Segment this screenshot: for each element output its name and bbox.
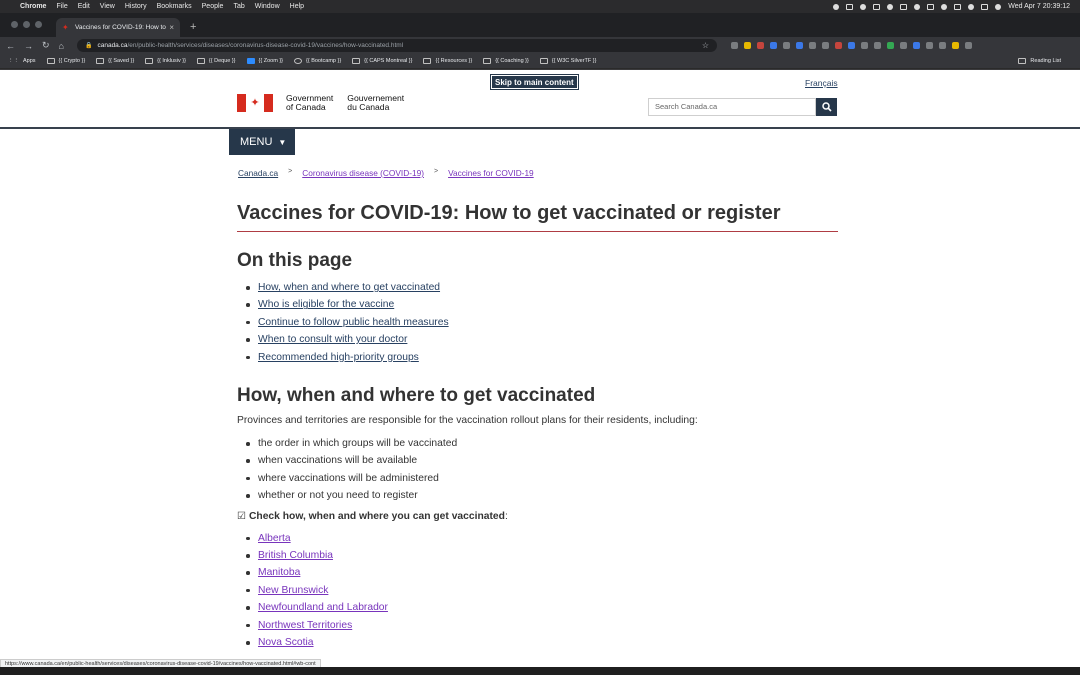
list-item: whether or not you need to register [246,487,838,504]
list-item: when vaccinations will be available [246,452,838,469]
status-icon[interactable] [900,4,907,10]
list-item [246,296,838,313]
bookmark-label: {{ Deque }} [208,58,236,64]
apps-grid-icon: ⋮⋮ [8,58,19,64]
province-link[interactable]: Manitoba [258,567,301,579]
list-item [246,564,838,581]
extension-icon[interactable] [913,42,920,49]
wifi-icon[interactable] [941,4,947,10]
province-links-list [237,530,838,652]
menubar-people[interactable]: People [201,3,224,10]
more-menu-icon[interactable] [965,42,972,49]
gov-en-wordmark [286,94,333,112]
tab-title: Vaccines for COVID-19: How to [75,24,166,31]
bookmark-folder[interactable] [483,58,529,64]
close-window-button[interactable] [11,21,18,28]
maple-leaf-favicon-icon: ✦ [62,22,69,32]
bookmark-folder[interactable] [47,58,86,64]
bookmark-label: {{ Inklusiv }} [157,58,186,64]
extension-icon[interactable] [874,42,881,49]
status-icon[interactable] [833,4,839,10]
address-path: /en/public-health/services/diseases/coronavirus-disease-covid-19/vaccines/how-vaccinated.html [127,42,404,49]
extension-icon[interactable] [809,42,816,49]
toc-link[interactable]: When to consult with your doctor [258,334,408,346]
minimize-window-button[interactable] [23,21,30,28]
menu-button[interactable] [229,129,295,155]
menubar-status-area [833,3,1070,10]
bookmark-star-icon[interactable]: ☆ [701,41,709,50]
bookmark-label: {{ CAPS Montreal }} [364,58,413,64]
extension-icon[interactable] [783,42,790,49]
bookmark-label: {{ Zoom }} [258,58,283,64]
bookmark-label: {{ Crypto }} [58,58,86,64]
extension-icon[interactable] [900,42,907,49]
intro-paragraph: Provinces and territories are responsible for the vaccination rollout plans for their residents, including: [237,415,698,427]
reading-list-icon [1018,58,1026,64]
bookmark-label: {{ Saved }} [108,58,135,64]
skip-to-main-link[interactable]: Skip to main content [491,75,578,89]
bookmark-folder[interactable] [96,58,134,64]
list-item [246,331,838,348]
extension-icon[interactable] [926,42,933,49]
menu-label: MENU [240,136,273,148]
province-link[interactable]: British Columbia [258,550,333,562]
toc-link[interactable]: Continue to follow public health measures [258,316,449,328]
gov-fr-line: Gouvernement [347,93,405,103]
list-item [246,582,838,599]
menubar-tab[interactable]: Tab [233,3,245,10]
site-search [648,98,837,116]
gov-en-line: Government [286,93,334,103]
lock-icon[interactable]: 🔒 [84,43,93,49]
list-item [246,617,838,634]
gov-en-line: of Canada [286,102,326,112]
bookmark-label: Apps [23,58,36,64]
list-item: where vaccinations will be administered [246,470,838,487]
window-controls [0,21,42,37]
check-suffix: : [504,510,508,522]
check-callout [237,510,838,524]
menubar-file[interactable]: File [56,3,68,10]
menubar-help[interactable]: Help [289,3,305,10]
status-icon[interactable] [860,4,866,10]
extension-icon[interactable] [861,42,868,49]
close-tab-icon[interactable]: × [169,23,174,32]
extension-icon[interactable] [887,42,894,49]
bookmark-folder[interactable] [540,58,597,64]
bookmark-label: {{ Resources }} [435,58,473,64]
folder-icon [145,58,153,64]
section-heading: How, when and where to get vaccinated [237,385,596,407]
control-center-icon[interactable] [981,4,988,10]
zoom-window-button[interactable] [35,21,42,28]
menubar-datetime[interactable]: Wed Apr 7 20:39:12 [1008,3,1070,10]
bookmark-folder[interactable] [423,58,472,64]
extension-icon[interactable] [822,42,829,49]
toc-link[interactable]: Recommended high-priority groups [258,351,419,363]
globe-icon [294,58,302,64]
bookmark-label: {{ W3C SilverTF }} [551,58,597,64]
government-of-canada-logo[interactable] [237,94,418,112]
menubar-edit[interactable]: Edit [77,3,90,10]
page-title: Vaccines for COVID-19: How to get vaccinated or register [237,202,838,232]
list-item [246,279,838,296]
province-link[interactable]: Nova Scotia [258,637,314,649]
province-link[interactable]: Alberta [258,532,291,544]
bookmark-label: {{ Coaching }} [495,58,529,64]
list-item [246,634,838,651]
bookmark-bootcamp[interactable] [294,58,341,64]
chevron-down-icon: ▼ [278,137,287,147]
folder-icon [47,58,55,64]
status-icon[interactable] [914,4,920,10]
zoom-icon [247,58,255,64]
check-label: Check how, when and where you can get vaccinated [248,510,505,522]
window-bottom-edge [0,667,1080,675]
search-button[interactable] [816,98,837,116]
profile-avatar[interactable] [952,42,959,49]
browser-tab-active[interactable] [56,18,180,37]
header-divider [0,127,1080,129]
list-item [246,314,838,331]
breadcrumb-separator: > [288,168,293,175]
address-host: canada.ca [97,42,128,49]
bookmark-folder[interactable] [145,58,186,64]
on-this-page-heading: On this page [237,250,353,271]
folder-icon [96,58,104,64]
bookmark-folder[interactable] [352,58,412,64]
toc-link[interactable]: Who is eligible for the vaccine [258,299,395,311]
extension-icon[interactable] [731,42,738,49]
bookmark-zoom[interactable] [247,58,283,64]
address-bar[interactable] [77,39,717,52]
extension-icon[interactable] [757,42,764,49]
volume-icon[interactable] [968,4,974,10]
province-link[interactable]: Northwest Territories [258,619,353,631]
language-toggle-link[interactable]: Français [805,78,838,88]
folder-icon [352,58,360,64]
browser-toolbar [0,37,1080,54]
list-item [246,599,838,616]
breadcrumb-separator: > [433,168,439,175]
extension-icon[interactable] [744,42,751,49]
calendar-check-icon: ☑ [237,510,246,522]
gov-fr-line: du Canada [347,102,390,112]
extensions-bar [731,42,972,49]
extension-icon[interactable] [796,42,803,49]
menubar-bookmarks[interactable]: Bookmarks [156,3,192,10]
status-icon[interactable] [846,4,853,10]
responsibility-list [237,435,838,505]
menubar-history[interactable]: History [124,3,147,10]
breadcrumb-link-canada[interactable]: Canada.ca [238,168,279,178]
home-icon[interactable]: ⌂ [58,40,64,51]
main-content [237,202,838,652]
reload-icon[interactable]: ↻ [42,40,50,50]
search-icon [822,102,832,112]
menubar-app-name[interactable]: Chrome [20,3,47,10]
breadcrumb [238,168,534,178]
folder-icon [423,58,431,64]
province-link[interactable]: Newfoundland and Labrador [258,602,388,614]
bookmarks-bar [0,54,1080,69]
extension-icon[interactable] [770,42,777,49]
search-input[interactable]: Search Canada.ca [648,98,816,116]
list-item [246,547,838,564]
puzzle-extensions-icon[interactable] [939,42,946,49]
folder-icon [540,58,548,64]
folder-icon [483,58,491,64]
menubar-window[interactable]: Window [254,3,280,10]
mac-menubar [0,0,1080,13]
browser-tab-strip [0,13,1080,37]
battery-icon[interactable] [954,4,961,10]
table-of-contents [237,279,838,366]
canada-flag-icon: ✦ [237,94,273,112]
status-icon[interactable] [887,4,893,10]
reading-list[interactable] [1018,58,1061,64]
list-item [246,530,838,547]
siri-icon[interactable] [995,4,1001,10]
breadcrumb-link-vaccines[interactable]: Vaccines for COVID-19 [448,168,534,178]
folder-icon [197,58,205,64]
extension-icon[interactable] [835,42,842,49]
back-arrow-icon[interactable]: ← [6,40,15,51]
web-page [0,70,1080,667]
reading-list-label: Reading List [1030,58,1061,64]
menubar-view[interactable]: View [99,3,115,10]
bookmark-apps[interactable] [8,58,36,64]
breadcrumb-link-covid[interactable]: Coronavirus disease (COVID-19) [302,168,424,178]
list-item [246,349,838,366]
list-item: the order in which groups will be vaccinated [246,435,838,452]
toc-link[interactable]: How, when and where to get vaccinated [258,282,441,293]
status-icon[interactable] [873,4,880,10]
forward-arrow-icon[interactable]: → [24,40,33,51]
new-tab-button[interactable]: + [190,21,197,33]
bookmark-folder[interactable] [197,58,236,64]
province-link[interactable]: New Brunswick [258,584,329,596]
gov-fr-wordmark [347,94,404,112]
bookmark-label: {{ Bootcamp }} [306,58,342,64]
link-status-bar: https://www.canada.ca/en/public-health/services/diseases/coronavirus-disease-covid-19/vaccines/how-vaccinated.html#wb-cont [0,659,321,669]
extension-icon[interactable] [848,42,855,49]
status-icon[interactable] [927,4,934,10]
